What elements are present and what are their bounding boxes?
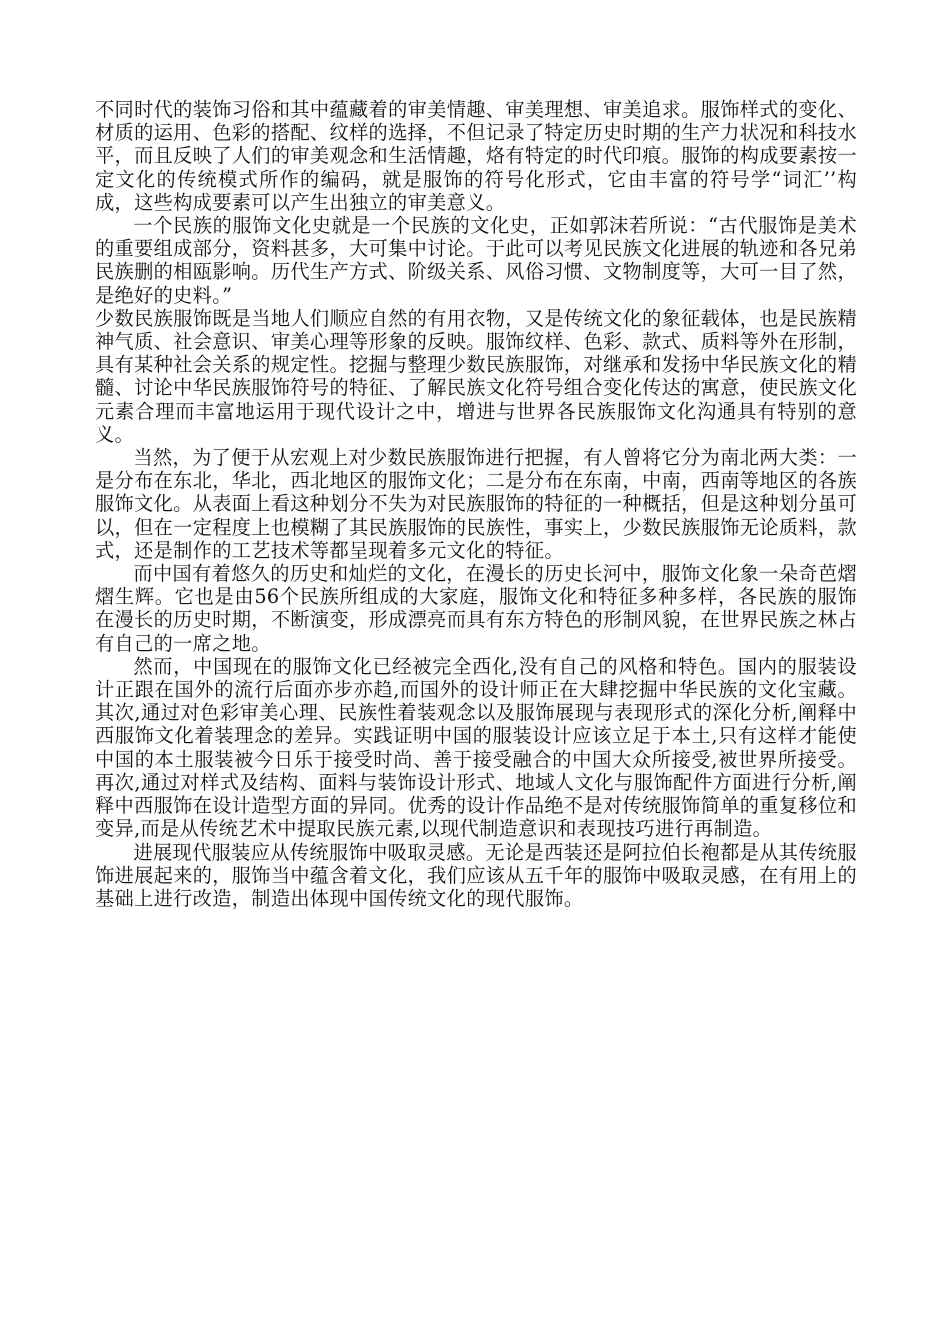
paragraph-3: 少数民族服饰既是当地人们顺应自然的有用衣物，又是传统文化的象征载体，也是民族精神气质、社会意识、审美心理等形象的反映。服饰纹样、色彩、款式、质料等外在形制，具有某种社会关系的规定性。挖掘与整理少数民族服饰，对继承和发扬中华民族文化的精髓、讨论中华民族服饰符号的特征、了解民族文化符号组合变化传达的寓意，使民族文化元素合理而丰富地运用于现代设计之中，增进与世界各民族服饰文化沟通具有特别的意义。	[95, 306, 857, 446]
document-page	[95, 98, 857, 910]
paragraph-4: 当然，为了便于从宏观上对少数民族服饰进行把握，有人曾将它分为南北两大类：一是分布在东北，华北，西北地区的服饰文化；二是分布在东南，中南，西南等地区的各族服饰文化。从表面上看这种划分不失为对民族服饰的特征的一种概括，但是这种划分虽可以，但在一定程度上也模糊了其民族服饰的民族性，事实上，少数民族服饰无论质料，款式，还是制作的工艺技术等都呈现着多元文化的特征。	[95, 446, 857, 562]
paragraph-2: 一个民族的服饰文化史就是一个民族的文化史，正如郭沫若所说：“古代服饰是美术的重要组成部分，资料甚多，大可集中讨论。于此可以考见民族文化进展的轨迹和各兄弟民族删的相瓯影响。历代生产方式、阶级关系、风俗习惯、文物制度等，大可一目了然，是绝好的史料。”	[95, 214, 857, 307]
paragraph-1: 不同时代的装饰习俗和其中蕴藏着的审美情趣、审美理想、审美追求。服饰样式的变化、材质的运用、色彩的搭配、纹样的选择，不但记录了特定历史时期的生产力状况和科技水平，而且反映了人们的审美观念和生活情趣，烙有特定的时代印痕。服饰的构成要素按一定文化的传统模式所作的编码，就是服饰的符号化形式，它由丰富的符号学“词汇’’构成，这些构成要素可以产生出独立的审美意义。	[95, 98, 857, 214]
paragraph-7: 进展现代服装应从传统服饰中吸取灵感。无论是西装还是阿拉伯长袍都是从其传统服饰进展起来的，服饰当中蕴含着文化，我们应该从五千年的服饰中吸取灵感，在有用上的基础上进行改造，制造出体现中国传统文化的现代服饰。	[95, 840, 857, 910]
paragraph-5: 而中国有着悠久的历史和灿烂的文化，在漫长的历史长河中，服饰文化象一朵奇芭熠熠生辉。它也是由56个民族所组成的大家庭，服饰文化和特征多种多样，各民族的服饰在漫长的历史时期，不断演变，形成漂亮而具有东方特色的形制风貌，在世界民族之林占有自己的一席之地。	[95, 562, 857, 655]
paragraph-6: 然而，中国现在的服饰文化已经被完全西化,没有自己的风格和特色。国内的服装设计正跟在国外的流行后面亦步亦趋,而国外的设计师正在大肆挖掘中华民族的文化宝藏。其次,通过对色彩审美心理、民族性着装观念以及服饰展现与表现形式的深化分析,阐释中西服饰文化着装理念的差异。实践证明中国的服装设计应该立足于本土,只有这样才能使中国的本土服装被今日乐于接受时尚、善于接受融合的中国大众所接受,被世界所接受。再次,通过对样式及结构、面料与装饰设计形式、地域人文化与服饰配件方面进行分析,阐释中西服饰在设计造型方面的异同。优秀的设计作品绝不是对传统服饰简单的重复移位和变异,而是从传统艺术中提取民族元素,以现代制造意识和表现技巧进行再制造。	[95, 654, 857, 841]
